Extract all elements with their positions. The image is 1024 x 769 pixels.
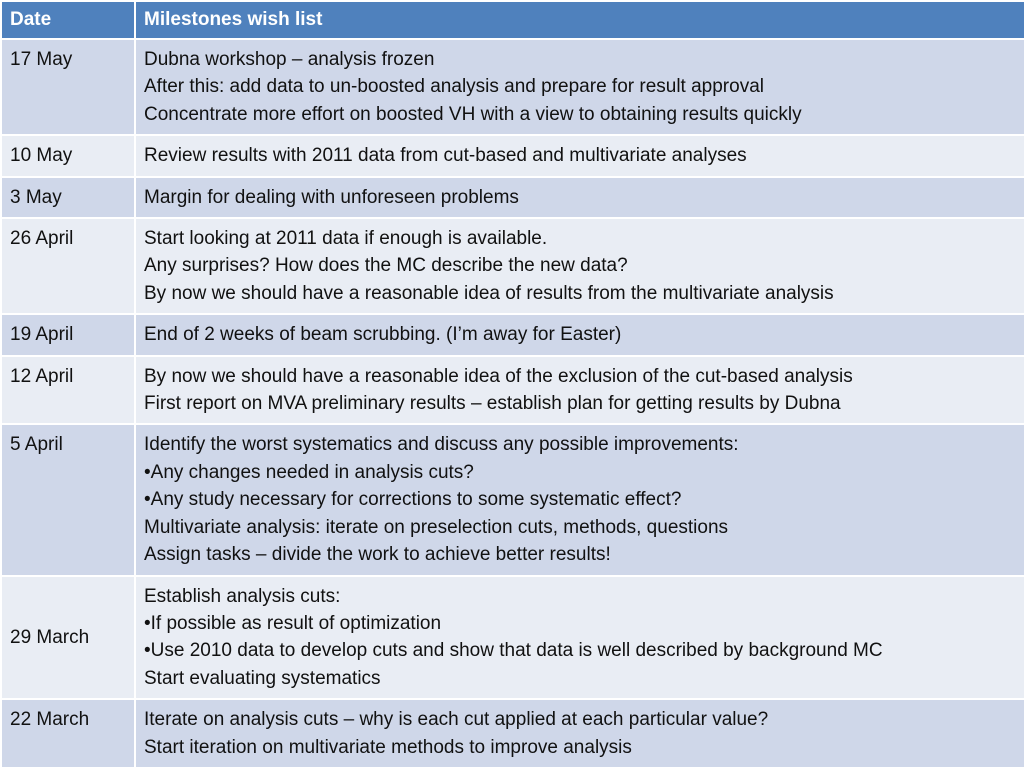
row-milestones: [135, 135, 1024, 176]
table-row: [1, 218, 1024, 314]
row-milestones: [135, 576, 1024, 700]
milestone-line: Multivariate analysis: iterate on preselection cuts, methods, questions: [144, 516, 729, 538]
row-date: 19 April: [1, 314, 135, 355]
table-row: [1, 177, 1024, 218]
milestone-line: •Any study necessary for corrections to some systematic effect?: [144, 489, 682, 511]
row-date: 22 March: [1, 699, 135, 768]
table-row: [1, 356, 1024, 425]
row-date: 5 April: [1, 424, 135, 575]
milestone-line: Iterate on analysis cuts – why is each cut applied at each particular value?: [144, 709, 769, 731]
table-row: [1, 576, 1024, 700]
row-date: 29 March: [1, 576, 135, 700]
milestone-line: •If possible as result of optimization: [144, 612, 442, 634]
row-milestones: [135, 699, 1024, 768]
milestone-line: Dubna workshop – analysis frozen: [144, 49, 435, 70]
row-milestones: [135, 424, 1024, 575]
milestone-line: Review results with 2011 data from cut-based and multivariate analyses: [144, 145, 747, 167]
table-header-row: [1, 1, 1024, 39]
milestone-line: End of 2 weeks of beam scrubbing. (I’m away for Easter): [144, 324, 622, 346]
row-milestones: [135, 356, 1024, 425]
table-row: [1, 699, 1024, 768]
milestone-line: Establish analysis cuts:: [144, 585, 341, 607]
milestone-line: Identify the worst systematics and discuss any possible improvements:: [144, 434, 739, 456]
row-date: 12 April: [1, 356, 135, 425]
row-milestones: [135, 218, 1024, 314]
milestone-line: Margin for dealing with unforeseen problems: [144, 186, 519, 208]
milestones-column-header: Milestones wish list: [135, 1, 1024, 39]
milestone-line: •Use 2010 data to develop cuts and show that data is well described by background MC: [144, 640, 883, 662]
row-date: 26 April: [1, 218, 135, 314]
milestone-line: Concentrate more effort on boosted VH with a view to obtaining results quickly: [144, 103, 802, 125]
row-milestones: [135, 314, 1024, 355]
date-column-header: Date: [1, 1, 135, 39]
milestone-line: Start iteration on multivariate methods to improve analysis: [144, 736, 632, 758]
milestone-line: Assign tasks – divide the work to achieve better results!: [144, 544, 611, 566]
row-milestones: [135, 177, 1024, 218]
table-row: [1, 39, 1024, 135]
table-row: [1, 135, 1024, 176]
row-date: 17 May: [1, 39, 135, 135]
milestone-line: By now we should have a reasonable idea of results from the multivariate analysis: [144, 282, 834, 304]
milestone-line: First report on MVA preliminary results – establish plan for getting results by Dubna: [144, 393, 841, 415]
row-date: 3 May: [1, 177, 135, 218]
milestone-line: •Any changes needed in analysis cuts?: [144, 461, 474, 483]
milestone-line: By now we should have a reasonable idea of the exclusion of the cut-based analysis: [144, 365, 853, 387]
row-date: 10 May: [1, 135, 135, 176]
table-row: [1, 424, 1024, 575]
table-row: [1, 314, 1024, 355]
milestone-line: Start looking at 2011 data if enough is available.: [144, 228, 548, 250]
milestone-line: Start evaluating systematics: [144, 667, 381, 689]
milestone-line: Any surprises? How does the MC describe the new data?: [144, 255, 628, 277]
row-milestones: [135, 39, 1024, 135]
milestone-line: After this: add data to un-boosted analysis and prepare for result approval: [144, 76, 764, 98]
